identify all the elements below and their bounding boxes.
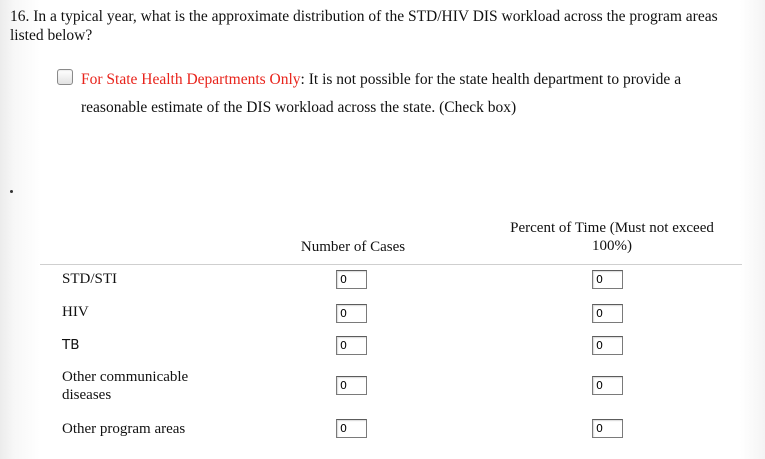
table-divider <box>40 264 742 265</box>
state-only-label <box>81 66 721 122</box>
row-label-std-sti: STD/STI <box>62 271 118 287</box>
state-only-checkbox[interactable] <box>57 69 73 85</box>
question-text: 16. In a typical year, what is the approximate distribution of the STD/HIV DIS workload across the program areas listed below? <box>10 8 718 44</box>
percent-input-hiv[interactable]: 0 <box>592 304 623 323</box>
row-label-other-program-areas: Other program areas <box>62 421 186 437</box>
percent-input-tb[interactable]: 0 <box>592 336 623 355</box>
state-only-colon: : <box>300 71 305 88</box>
cases-input-other-program-areas[interactable]: 0 <box>336 419 367 438</box>
row-label-other-communicable: Other communicable diseases <box>62 369 189 403</box>
percent-input-std-sti[interactable]: 0 <box>592 270 623 289</box>
percent-input-other-communicable[interactable]: 0 <box>592 376 623 395</box>
stray-dot <box>10 190 13 193</box>
cases-input-std-sti[interactable]: 0 <box>336 270 367 289</box>
header-percent-of-time: Percent of Time (Must not exceed 100%) <box>510 220 714 254</box>
row-label-tb: TB <box>62 337 80 353</box>
state-only-red-label: For State Health Departments Only <box>81 71 301 88</box>
cases-input-hiv[interactable]: 0 <box>336 304 367 323</box>
percent-input-other-program-areas[interactable]: 0 <box>592 419 623 438</box>
state-only-text: It is not possible for the state health department to provide a reasonable estimate of the DIS workload across the state. (Check box) <box>81 71 682 116</box>
header-number-of-cases: Number of Cases <box>300 239 406 255</box>
cases-input-tb[interactable]: 0 <box>336 336 367 355</box>
cases-input-other-communicable[interactable]: 0 <box>336 376 367 395</box>
row-label-hiv: HIV <box>62 304 89 320</box>
